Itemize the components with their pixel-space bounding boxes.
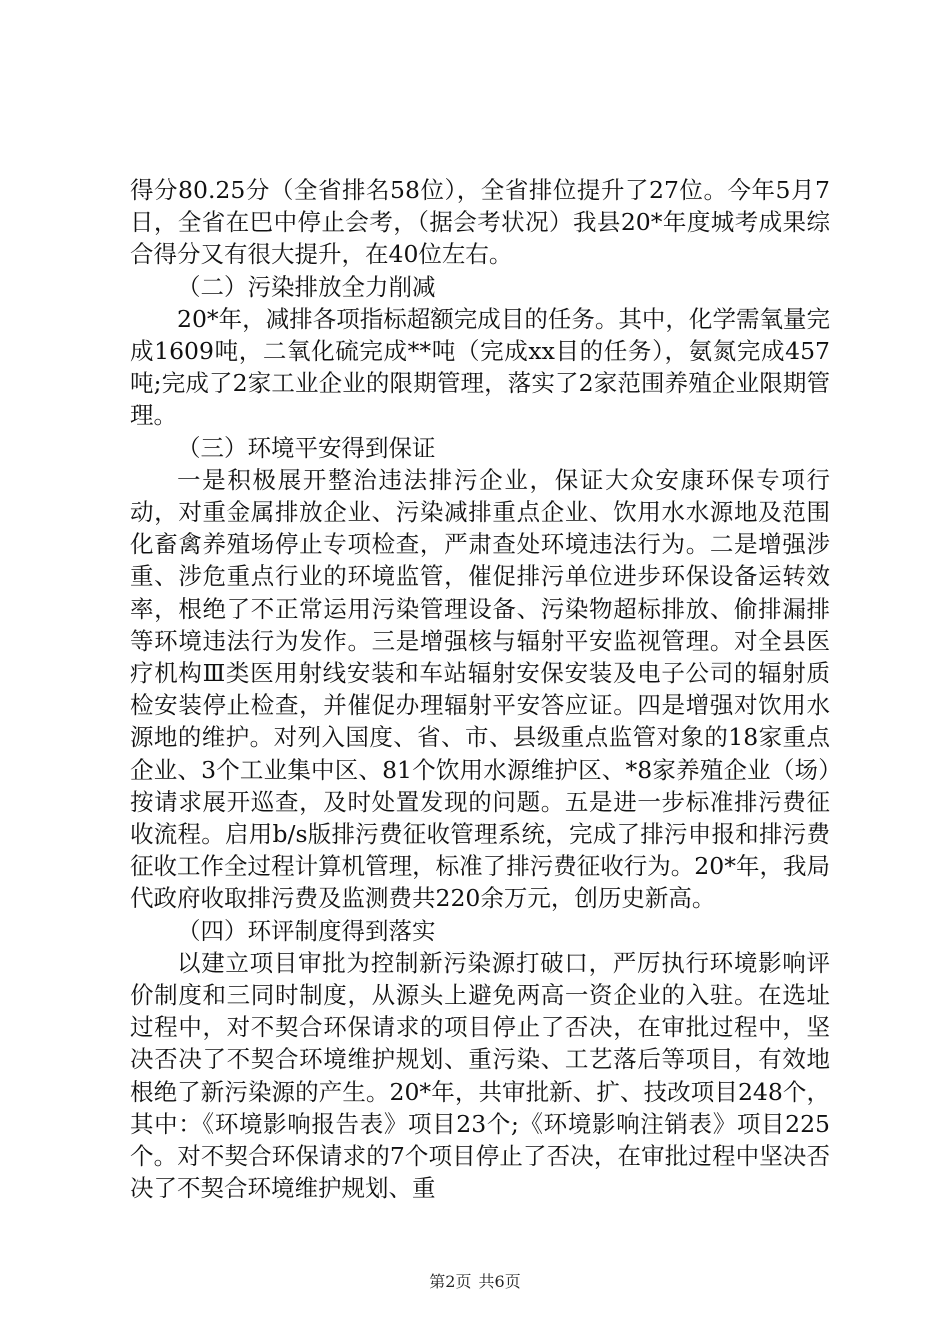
paragraph-continuation: 得分80.25分（全省排名58位），全省排位提升了27位。今年5月7日，全省在巴中停止会考，（据会考状况）我县20*年度城考成果综合得分又有很大提升，在40位左右。 [130, 176, 830, 269]
paragraph-emission-reduction: 20*年，减排各项指标超额完成目的任务。其中，化学需氧量完成1609吨，二氧化硫完成**吨（完成xx目的任务），氨氮完成457吨;完成了2家工业企业的限期管理，落实了2家范围养殖企业限期管理。 [130, 304, 830, 430]
section-heading-3: （三）环境平安得到保证 [177, 433, 436, 462]
page-number-footer: 第2页 共6页 [429, 1272, 521, 1291]
section-heading-4: （四）环评制度得到落实 [177, 916, 436, 945]
section-heading-2: （二）污染排放全力削减 [177, 272, 436, 301]
document-body [130, 174, 830, 1205]
paragraph-eia-system: 以建立项目审批为控制新污染源打破口，严厉执行环境影响评价制度和三同时制度，从源头上避免两高一资企业的入驻。在选址过程中，对不契合环保请求的项目停止了否决，在审批过程中，坚决否决了不契合环境维护规划、重污染、工艺落后等项目，有效地根绝了新污染源的产生。20*年，共审批新、扩、技改项目248个，其中：《环境影响报告表》项目23个;《环境影响注销表》项目225个。对不契合环保请求的7个项目停止了否决，在审批过程中坚决否决了不契合环境维护规划、重 [130, 948, 830, 1203]
paragraph-environmental-safety: 一是积极展开整治违法排污企业，保证大众安康环保专项行动，对重金属排放企业、污染减排重点企业、饮用水水源地及范围化畜禽养殖场停止专项检查，严肃查处环境违法行为。二是增强涉重、涉危重点行业的环境监管，催促排污单位进步环保设备运转效率，根绝了不正常运用污染管理设备、污染物超标排放、偷排漏排等环境违法行为发作。三是增强核与辐射平安监视管理。对全县医疗机构Ⅲ类医用射线安装和车站辐射安保安装及电子公司的辐射质检安装停止检查，并催促办理辐射平安答应证。四是增强对饮用水源地的维护。对列入国度、省、市、县级重点监管对象的18家重点企业、3个工业集中区、81个饮用水源维护区、*8家养殖企业（场）按请求展开巡查，及时处置发现的问题。五是进一步标准排污费征收流程。启用b/s版排污费征收管理系统，完成了排污申报和排污费征收工作全过程计算机管理，标准了排污费征收行为。20*年，我局代政府收取排污费及监测费共220余万元，创历史新高。 [130, 465, 830, 913]
